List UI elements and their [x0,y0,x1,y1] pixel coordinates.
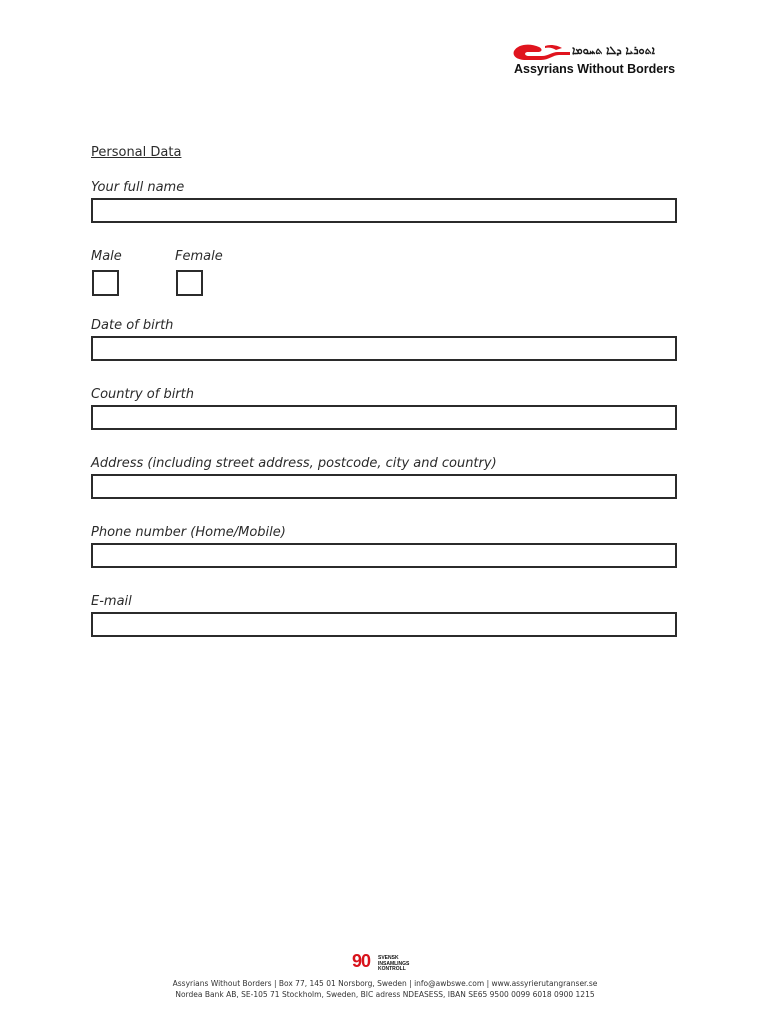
insamlingskontroll-badge [352,951,422,974]
date-of-birth-field[interactable] [91,336,677,361]
male-label: Male [91,249,122,264]
badge-text-line-3: KONTROLL [378,966,406,972]
phone-label: Phone number (Home/Mobile) [91,525,286,540]
badge-number: 90 [352,951,371,971]
organization-logo [512,42,682,82]
badge-text-line-2: INSAMLINGS [378,960,410,967]
address-label: Address (including street address, postcode, city and country) [91,456,497,471]
female-label: Female [175,249,223,264]
badge-text [378,956,409,973]
footer-bank-line: Nordea Bank AB, SE-105 71 Stockholm, Sweden, BIC adress NDEASESS, IBAN SE65 9500 0099 6018 0900 1215 [175,990,595,999]
badge-text-line-1: SVENSK [378,955,399,961]
country-of-birth-field[interactable] [91,405,677,430]
female-checkbox[interactable] [176,270,203,296]
full-name-field[interactable] [91,198,677,223]
date-of-birth-label: Date of birth [91,318,174,333]
logo-name: Assyrians Without Borders [514,62,676,76]
email-label: E-mail [91,594,132,609]
phone-field[interactable] [91,543,677,568]
logo-script-text: ܐܬܘܪܝܐ ܕܠܐ ܬܚܘܡܐ [572,44,655,57]
male-checkbox[interactable] [92,270,119,296]
section-title: Personal Data [91,145,182,160]
footer-contact-line: Assyrians Without Borders | Box 77, 145 01 Norsborg, Sweden | info@awbswe.com | www.assyrierutangranser.se [172,979,598,988]
email-field[interactable] [91,612,677,637]
full-name-label: Your full name [91,180,185,195]
country-of-birth-label: Country of birth [91,387,194,402]
address-field[interactable] [91,474,677,499]
hands-logo-icon [512,42,572,64]
